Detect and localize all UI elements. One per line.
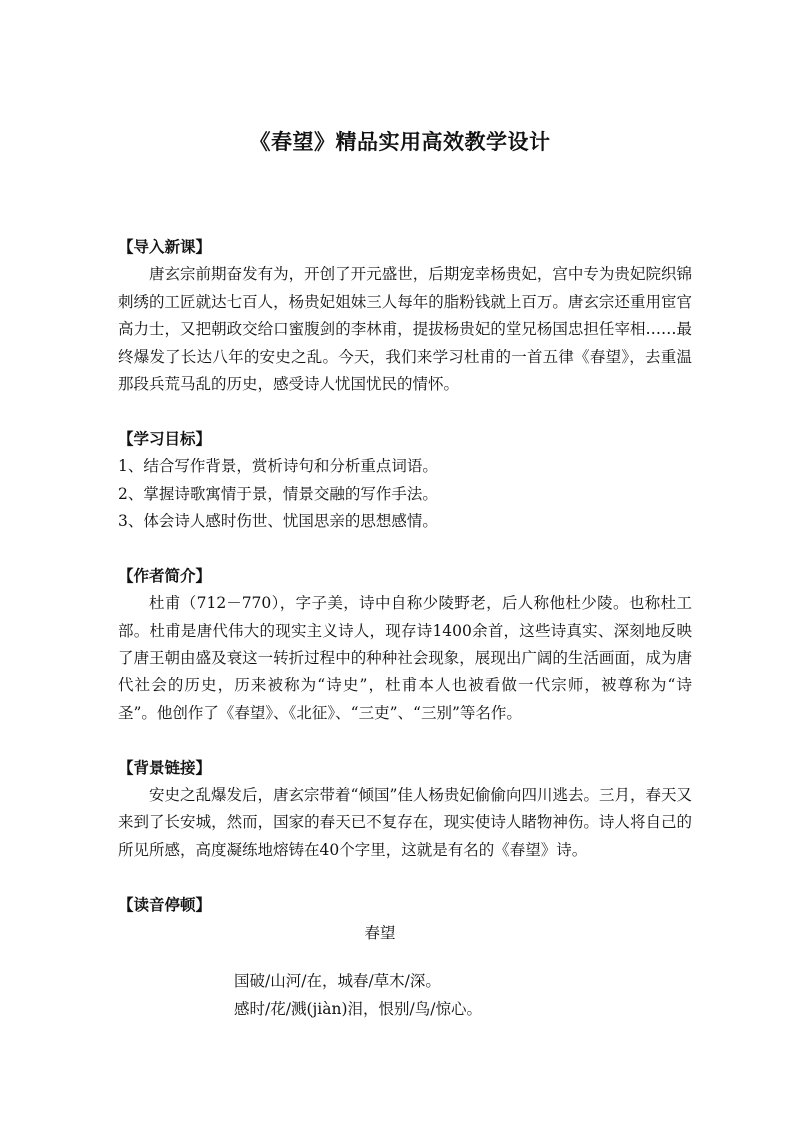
section-paragraph: 唐玄宗前期奋发有为，开创了开元盛世，后期宠幸杨贵妃，宫中专为贵妃院织锦刺绣的工匠就达七百人，杨贵妃姐妹三人每年的脂粉钱就上百万。唐玄宗还重用宦官高力士，又把朝政交给口蜜腹剑的李林甫，提拔杨贵妃的堂兄杨国忠担任宰相……最终爆发了长达八年的安史之乱。今天，我们来学习杜甫的一首五律《春望》，去重温那段兵荒马乱的历史，感受诗人忧国忧民的情怀。 (118, 265, 692, 394)
section-heading: 【学习目标】 (118, 429, 212, 448)
section-heading: 【作者简介】 (118, 566, 212, 585)
poem-title: 春望 (364, 924, 396, 943)
goal-item: 3、体会诗人感时伤世、忧国思亲的思想感情。 (118, 512, 438, 531)
section-intro (118, 234, 692, 398)
section-author (118, 563, 692, 727)
document-body (118, 234, 692, 1023)
document-title: 《春望》精品实用高效教学设计 (249, 130, 551, 154)
poem-line: 国破/山河/在，城春/草木/深。 (234, 972, 441, 991)
section-heading: 【背景链接】 (118, 758, 212, 777)
section-paragraph: 安史之乱爆发后，唐玄宗带着“倾国”佳人杨贵妃偷偷向四川逃去。三月，春天又来到了长安城，然而，国家的春天已不复存在，现实使诗人睹物神伤。诗人将自己的所见所感，高度凝练地熔铸在40个字里，这就是有名的《春望》诗。 (118, 786, 692, 859)
goal-item: 2、掌握诗歌寓情于景，情景交融的写作手法。 (118, 484, 438, 503)
poem-line: 感时/花/溅(jiàn)泪，恨别/鸟/惊心。 (234, 1000, 482, 1019)
section-reading (118, 892, 692, 1023)
section-heading: 【读音停顿】 (118, 895, 212, 914)
section-background (118, 755, 692, 865)
goal-item: 1、结合写作背景，赏析诗句和分析重点词语。 (118, 457, 438, 476)
section-paragraph: 杜甫（712－770），字子美，诗中自称少陵野老，后人称他杜少陵。也称杜工部。杜甫是唐代伟大的现实主义诗人，现存诗1400余首，这些诗真实、深刻地反映了唐王朝由盛及衰这一转折过程中的种种社会现象，展现出广阔的生活画面，成为唐代社会的历史，历来被称为“诗史”，杜甫本人也被看做一代宗师，被尊称为“诗圣”。他创作了《春望》、《北征》、“三吏”、“三别”等名作。 (118, 594, 692, 722)
section-heading: 【导入新课】 (118, 238, 212, 256)
section-goals (118, 426, 692, 536)
